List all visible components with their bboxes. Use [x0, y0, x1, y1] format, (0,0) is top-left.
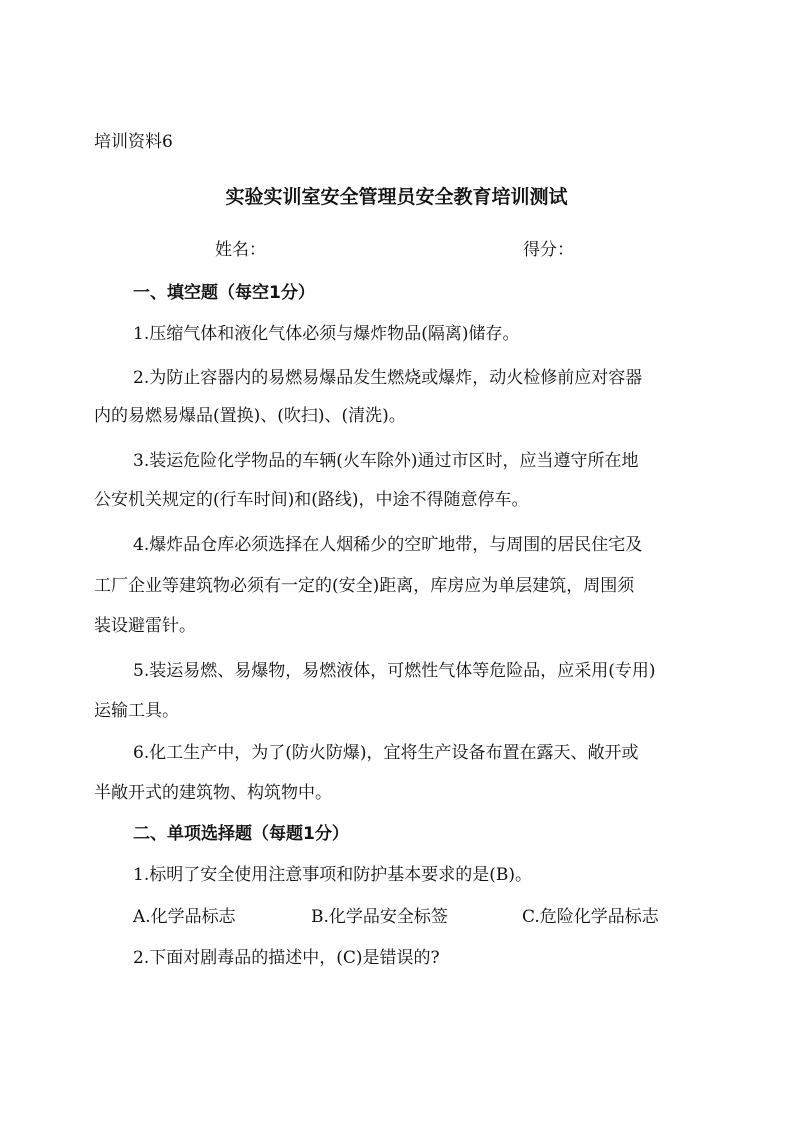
s1-line: 装设避雷针。 [94, 616, 196, 636]
s1-line: 3.装运危险化学物品的车辆(火车除外)通过市区时，应当遵守所在地 [133, 451, 639, 471]
s1-line: 运输工具。 [94, 701, 179, 721]
page-title: 实验实训室安全管理员安全教育培训测试 [225, 186, 568, 208]
doc-label: 培训资料6 [94, 132, 173, 152]
s1-line: 公安机关规定的(行车时间)和(路线)，中途不得随意停车。 [94, 490, 529, 510]
question-2: 2.下面对剧毒品的描述中，(C)是错误的? [133, 948, 440, 968]
s1-line: 内的易燃易爆品(置换)、(吹扫)、(清洗)。 [94, 406, 406, 426]
s1-line: 半敞开式的建筑物、构筑物中。 [94, 783, 332, 803]
question-1: 1.标明了安全使用注意事项和防护基本要求的是(B)。 [133, 865, 532, 885]
s1-line: 5.装运易燃、易爆物，易燃液体，可燃性气体等危险品，应采用(专用) [133, 661, 656, 681]
name-field-label: 姓名： [215, 240, 266, 260]
score-field-label: 得分： [523, 240, 574, 260]
section1-heading: 一、填空题（每空1分） [133, 283, 315, 303]
option-a: A.化学品标志 [133, 907, 236, 927]
s1-line: 4.爆炸品仓库必须选择在人烟稀少的空旷地带，与周围的居民住宅及 [133, 535, 643, 555]
option-b: B.化学品安全标签 [311, 907, 448, 927]
s1-line: 6.化工生产中，为了(防火防爆)，宜将生产设备布置在露天、敞开或 [133, 743, 639, 763]
s1-line: 1.压缩气体和液化气体必须与爆炸物品(隔离)储存。 [133, 324, 520, 344]
section2-heading: 二、单项选择题（每题1分） [133, 824, 349, 844]
s1-line: 2.为防止容器内的易燃易爆品发生燃烧或爆炸，动火检修前应对容器 [133, 368, 643, 388]
s1-line: 工厂企业等建筑物必须有一定的(安全)距离，库房应为单层建筑，周围须 [94, 576, 635, 596]
option-c: C.危险化学品标志 [522, 907, 659, 927]
